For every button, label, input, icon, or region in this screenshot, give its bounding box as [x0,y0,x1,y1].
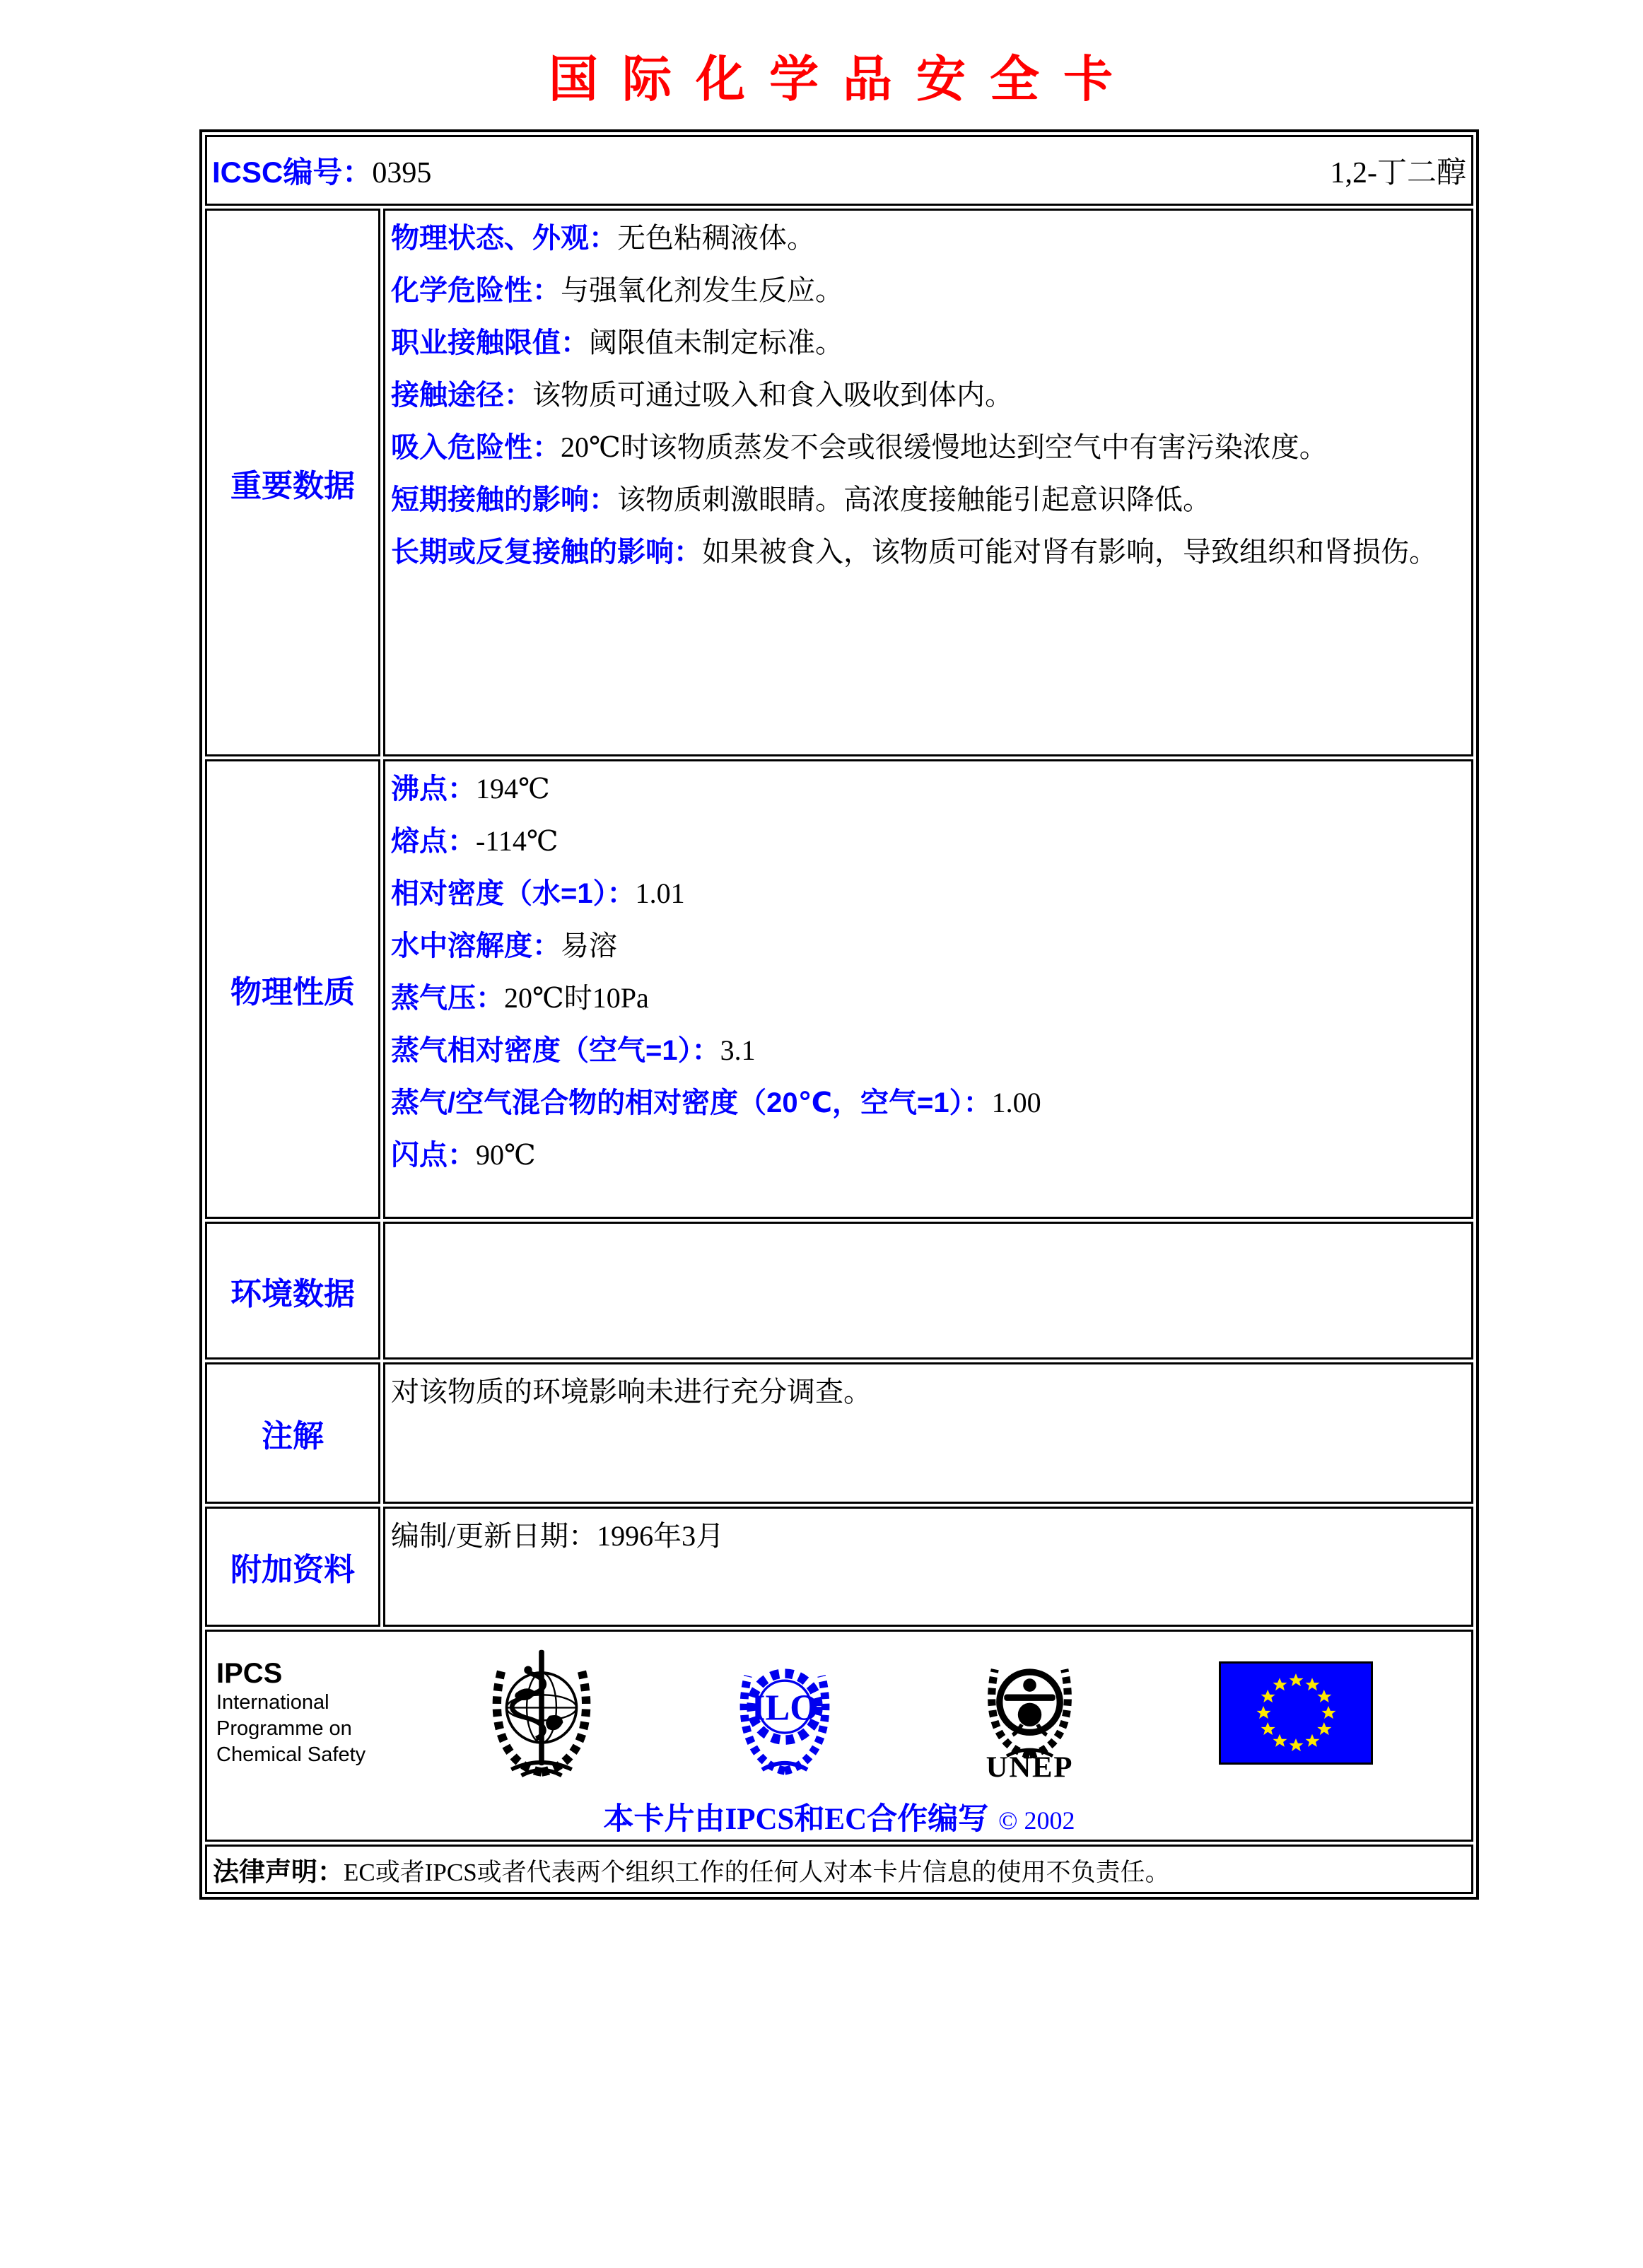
physical-properties-content [383,759,1473,1219]
cooperation-caption [208,1795,1470,1838]
property-value: 1.01 [635,877,685,909]
property-line [391,815,1466,867]
property-label: 蒸气相对密度（空气=1）： [391,1035,720,1066]
page-title: 国际化学品安全卡 [549,53,1137,107]
environmental-data-content [383,1222,1473,1360]
chemical-name: 1,2-丁二醇 [1330,157,1466,189]
unep-logo-text: UNEP [986,1750,1074,1784]
property-value: 194℃ [476,773,550,805]
property-line [391,264,1466,317]
organization-logos [208,1633,1470,1785]
property-value: 20℃时该物质蒸发不会或很缓慢地达到空气中有害污染浓度。 [561,431,1328,463]
header-row [205,135,1473,206]
property-value: -114℃ [476,825,559,857]
property-value: 90℃ [476,1139,536,1171]
property-label: 闪点： [391,1140,476,1171]
property-line [391,317,1466,369]
section-label-notes: 注解 [205,1362,380,1504]
important-data-content [383,209,1473,756]
section-label-environmental-data: 环境数据 [205,1222,380,1360]
property-value: 该物质可通过吸入和食入吸收到体内。 [532,379,1013,411]
icsc-number-value: 0395 [372,157,432,189]
property-value: 1.00 [991,1087,1041,1118]
property-label: 相对密度（水=1）： [391,878,636,909]
ipcs-line-1: International [216,1690,329,1714]
ipcs-text-block [216,1658,397,1768]
property-label: 物理状态、外观： [391,223,617,254]
property-value: 20℃时10Pa [504,982,649,1014]
notes-row [205,1362,1473,1504]
property-line [391,972,1466,1024]
property-line [391,369,1466,421]
icsc-number [212,149,431,192]
property-label: 职业接触限值： [391,327,589,358]
ilo-logo-icon [725,1647,844,1778]
physical-properties-row [205,759,1473,1219]
property-line [391,212,1466,264]
property-line [391,763,1466,815]
property-label: 接触途径： [391,380,532,411]
ipcs-line-3: Chemical Safety [216,1743,366,1766]
legal-notice-label: 法律声明： [213,1857,344,1886]
legal-row [205,1845,1473,1894]
property-value: 阈限值未制定标准。 [589,327,843,358]
additional-info-row [205,1507,1473,1627]
property-value: 无色粘稠液体。 [617,222,815,254]
property-label: 长期或反复接触的影响： [391,537,702,568]
logos-row [205,1630,1473,1842]
property-label: 沸点： [391,773,476,805]
ipcs-acronym: IPCS [216,1657,283,1689]
who-logo-icon [474,1646,609,1780]
property-line [391,474,1466,526]
section-label-physical-properties: 物理性质 [205,759,380,1219]
icsc-number-label: ICSC编号： [212,156,373,189]
property-line [391,867,1466,920]
property-label: 化学危险性： [391,275,561,306]
property-value: 该物质刺激眼睛。高浓度接触能引起意识降低。 [617,484,1211,515]
environmental-data-row [205,1222,1473,1360]
property-value: 3.1 [720,1034,756,1066]
property-label: 水中溶解度： [391,930,561,961]
legal-notice-text: EC或者IPCS或者代表两个组织工作的任何人对本卡片信息的使用不负责任。 [344,1859,1170,1886]
ipcs-line-2: Programme on [216,1717,352,1740]
unep-logo-icon [961,1642,1099,1784]
property-line [391,421,1466,474]
additional-info-content: 编制/更新日期：1996年3月 [383,1507,1473,1627]
property-line [391,1077,1466,1129]
property-label: 蒸气/空气混合物的相对密度（20℃，空气=1）： [391,1087,992,1118]
section-label-important-data: 重要数据 [205,209,380,756]
property-value: 易溶 [561,930,617,961]
property-line [391,920,1466,972]
ilo-logo-text: ILO [751,1688,819,1729]
property-value: 与强氧化剂发生反应。 [561,274,843,306]
property-label: 熔点： [391,826,476,857]
property-line [391,1129,1466,1181]
section-label-additional-info: 附加资料 [205,1507,380,1627]
property-label: 短期接触的影响： [391,484,617,515]
icsc-table [199,129,1479,1900]
property-line [391,1024,1466,1077]
important-data-row [205,209,1473,756]
property-label: 吸入危险性： [391,432,561,463]
caption-text: 本卡片由IPCS和EC合作编写 [603,1803,989,1836]
property-label: 蒸气压： [391,983,504,1014]
property-value: 如果被食入，该物质可能对肾有影响，导致组织和肾损伤。 [702,536,1437,568]
card-header [208,138,1470,203]
eu-flag-icon [1219,1661,1373,1765]
notes-content: 对该物质的环境影响未进行充分调查。 [383,1362,1473,1504]
property-line [391,526,1466,578]
copyright-text: © 2002 [998,1806,1075,1835]
